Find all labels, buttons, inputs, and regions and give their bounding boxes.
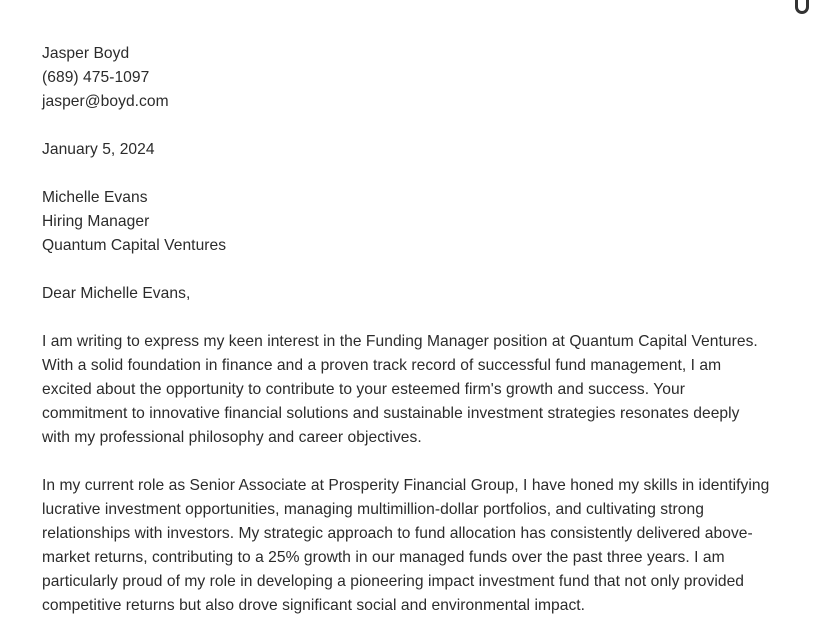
sender-phone: (689) 475-1097 bbox=[42, 69, 150, 86]
cover-letter-document bbox=[42, 42, 802, 642]
sender-name: Jasper Boyd bbox=[42, 45, 130, 62]
paragraph-line: commitment to innovative financial solutions and sustainable investment strategies resonates deeply bbox=[42, 405, 740, 422]
recipient-company: Quantum Capital Ventures bbox=[42, 237, 227, 254]
body-paragraph-2 bbox=[42, 474, 802, 618]
letter-date: January 5, 2024 bbox=[42, 141, 155, 158]
recipient-title: Hiring Manager bbox=[42, 213, 150, 230]
paragraph-line: With a solid foundation in finance and a proven track record of successful fund management, I am bbox=[42, 357, 722, 374]
paragraph-line: particularly proud of my role in developing a pioneering impact investment fund that not only provided bbox=[42, 573, 745, 590]
paragraph-line: competitive returns but also drove significant social and environmental impact. bbox=[42, 597, 586, 614]
paragraph-line: market returns, contributing to a 25% growth in our managed funds over the past three years. I am bbox=[42, 549, 725, 566]
body-paragraph-1 bbox=[42, 330, 802, 450]
paragraph-line: In my current role as Senior Associate at Prosperity Financial Group, I have honed my skills in identifying bbox=[42, 477, 770, 494]
sender-email: jasper@boyd.com bbox=[42, 93, 169, 110]
recipient-block bbox=[42, 186, 802, 258]
salutation-block bbox=[42, 282, 802, 306]
recipient-name: Michelle Evans bbox=[42, 189, 148, 206]
attachment-icon[interactable] bbox=[795, 0, 809, 14]
salutation: Dear Michelle Evans, bbox=[42, 285, 191, 302]
paragraph-line: I am writing to express my keen interest in the Funding Manager position at Quantum Capital Ventures. bbox=[42, 333, 758, 350]
paragraph-line: with my professional philosophy and career objectives. bbox=[42, 429, 422, 446]
paragraph-line: relationships with investors. My strategic approach to fund allocation has consistently delivered above- bbox=[42, 525, 753, 542]
sender-block bbox=[42, 42, 802, 114]
paragraph-line: excited about the opportunity to contribute to your esteemed firm's growth and success. Your bbox=[42, 381, 685, 398]
date-block bbox=[42, 138, 802, 162]
paragraph-line: lucrative investment opportunities, managing multimillion-dollar portfolios, and cultivating strong bbox=[42, 501, 704, 518]
